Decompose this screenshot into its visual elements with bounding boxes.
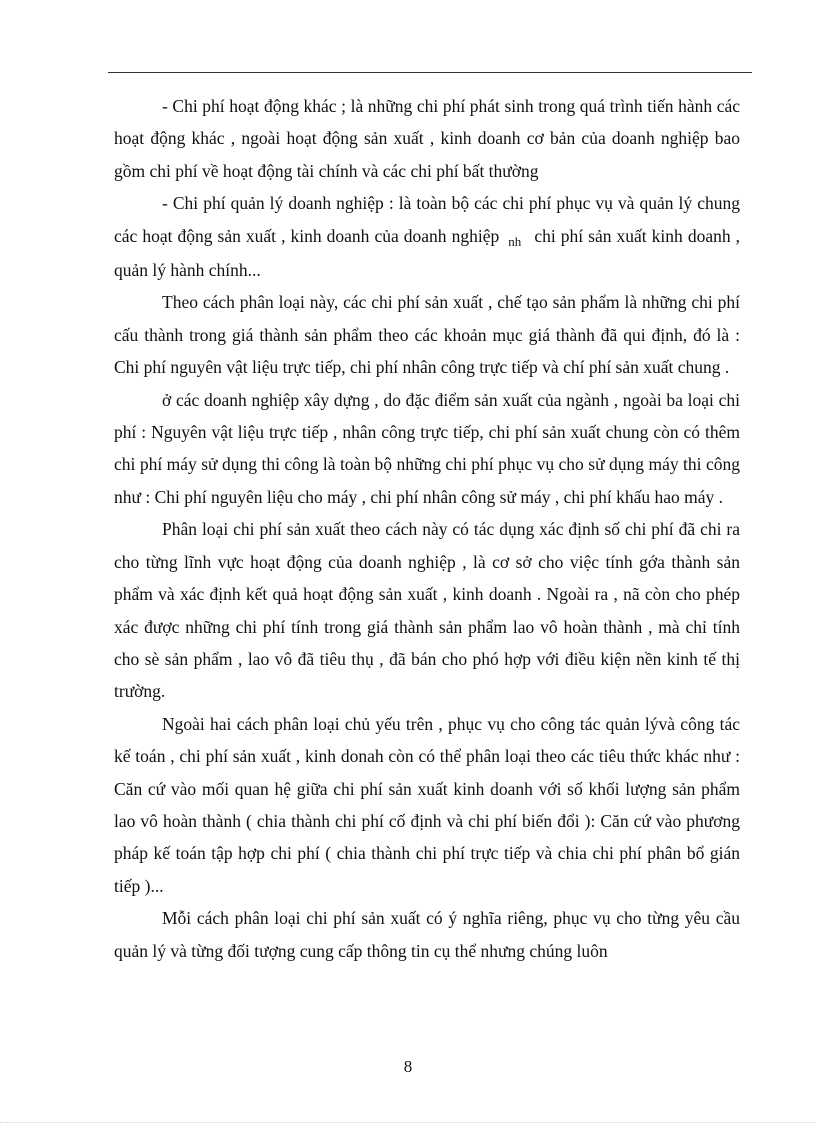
inline-fragment: nh xyxy=(508,233,522,249)
paragraph-other-criteria: Ngoài hai cách phân loại chủ yếu trên , phục vụ cho công tác quản lývà công tác kế toán , chi phí sản xuất , kinh donah còn có thể phân loại theo các tiêu thức khác như : Căn cứ vào mối quan hệ giữa chi phí sản xuất kinh doanh với số khối lượng sản phẩm lao vô hoàn thành ( chia thành chi phí cố định và chi phí biến đổi ): Căn cứ vào phương pháp kế toán tập hợp chi phí ( chia thành chi phí trực tiếp và chia chi phí phân bổ gián tiếp )... xyxy=(114,713,740,896)
page-number: 8 xyxy=(403,1057,413,1076)
paragraph-classification: Theo cách phân loại này, các chi phí sản xuất , chế tạo sản phẩm là những chi phí cấu thành trong giá thành sản phẩm theo các khoản mục giá thành đã qui định, đó là : Chi phí nguyên vật liệu trực tiếp, chi phí nhân công trực tiếp và chí phí sản xuất chung . xyxy=(114,292,740,378)
management-text-before: - Chi phí quản lý doanh nghiệp : là toàn bộ các chi phí phục vụ và quản lý chung các hoạt động sản xuất , kinh doanh của doanh nghiệp xyxy=(114,193,740,246)
paragraph-construction: ở các doanh nghiệp xây dựng , do đặc điểm sản xuất của ngành , ngoài ba loại chi phí : Nguyên vật liệu trực tiếp , nhân công trực tiếp, chi phí sản xuất chung còn có thêm chi phí máy sử dụng thi công là toàn bộ những chi phí phục vụ cho sử dụng máy thi công như : Chi phí nguyên liệu cho máy , chi phí nhân công sử máy , chi phí khấu hao máy . xyxy=(114,389,740,507)
paragraph-conclusion: Mỗi cách phân loại chi phí sản xuất có ý nghĩa riêng, phục vụ cho từng yêu cầu quản lý và từng đối tượng cung cấp thông tin cụ thể nhưng chúng luôn xyxy=(114,908,740,961)
paragraph-management-costs xyxy=(114,187,740,286)
paragraph-purpose: Phân loại chi phí sản xuất theo cách này có tác dụng xác định số chi phí đã chi ra cho từng lĩnh vực hoạt động của doanh nghiệp , là cơ sở cho việc tính gớa thành sản phẩm và xác định kết quả hoạt động sản xuất , kinh doanh . Ngoài ra , nã còn cho phép xác được những chi phí tính trong giá thành sản phẩm lao vô hoàn thành , mà chỉ tính cho sè sản phẩm , lao vô đã tiêu thụ , đã bán cho phó hợp với điều kiện nền kinh tế thị trường. xyxy=(114,519,740,702)
management-text-after: chi phí sản xuất kinh doanh , quản lý hành chính... xyxy=(114,225,741,281)
header-rule xyxy=(108,72,752,73)
paragraph-other-costs: - Chi phí hoạt động khác ; là những chi phí phát sinh trong quá trình tiến hành các hoạt động khác , ngoài hoạt động sản xuất , kinh doanh cơ bản của doanh nghiệp bao gồm chi phí về hoạt động tài chính và các chi phí bất thường xyxy=(114,96,740,181)
body-text xyxy=(114,90,740,967)
